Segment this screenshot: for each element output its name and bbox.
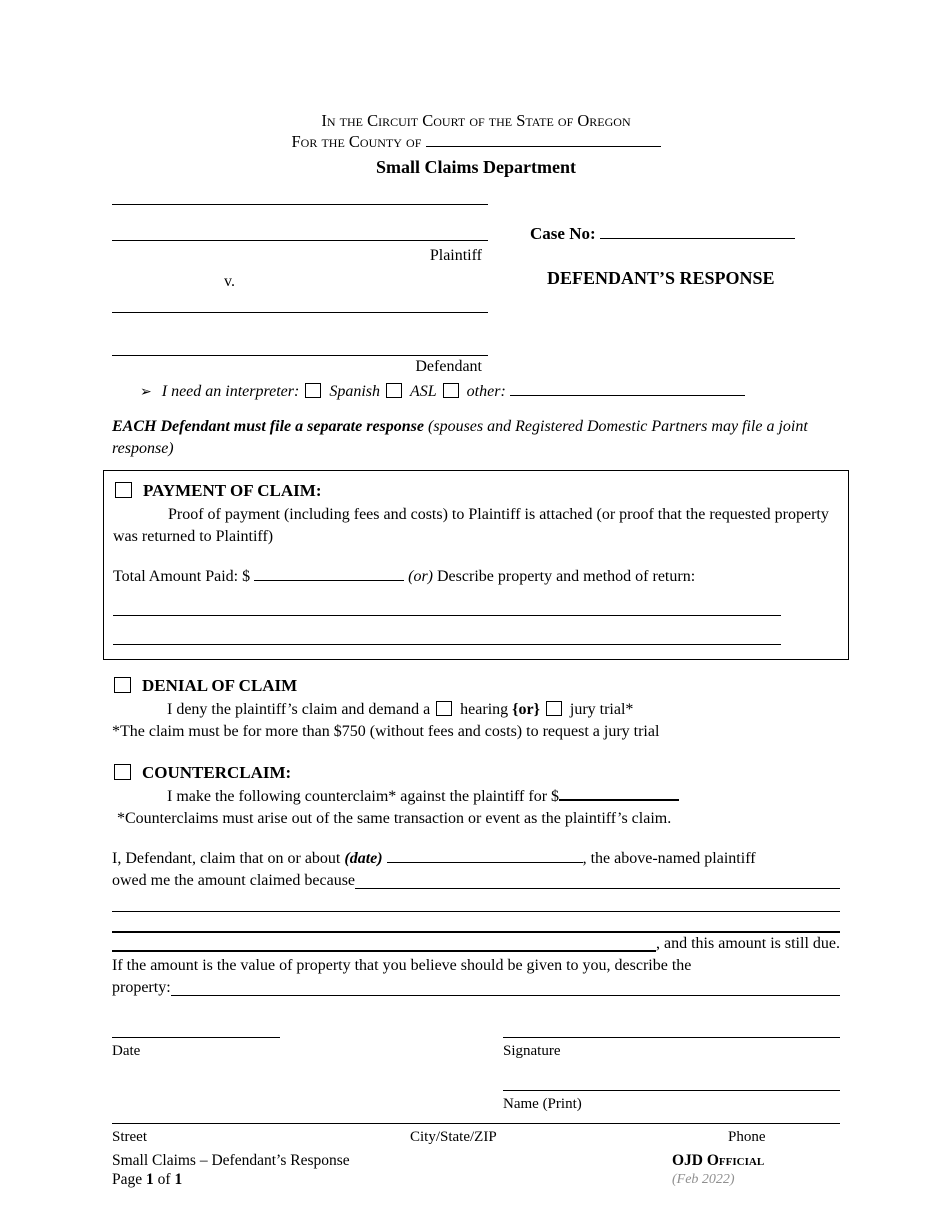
total-amount-input-line[interactable] bbox=[254, 566, 404, 581]
court-title: In the Circuit Court of the State of Oregon bbox=[321, 111, 631, 130]
payment-title-row bbox=[113, 479, 839, 504]
jury-trial-label: jury trial* bbox=[569, 701, 634, 718]
notice-bold-text: EACH Defendant must file a separate response bbox=[112, 418, 425, 435]
date-hint: (date) bbox=[344, 850, 383, 867]
name-print-input-line[interactable] bbox=[503, 1090, 840, 1091]
response-title: DEFENDANT’S RESPONSE bbox=[547, 268, 775, 288]
arrow-bullet-icon: ➢ bbox=[140, 385, 152, 400]
claim-details-section bbox=[112, 848, 840, 999]
case-number-label: Case No: bbox=[530, 224, 596, 243]
property-return-line-1[interactable] bbox=[113, 588, 781, 616]
counterclaim-checkbox[interactable] bbox=[114, 764, 131, 780]
case-number-row bbox=[530, 223, 795, 246]
contact-input-line[interactable] bbox=[112, 1123, 840, 1124]
name-print-label: Name (Print) bbox=[503, 1096, 582, 1112]
property-return-line-2[interactable] bbox=[113, 616, 781, 645]
defendant-name-line-1[interactable] bbox=[112, 303, 488, 313]
property-description-line[interactable] bbox=[171, 977, 840, 996]
denial-or-label: {or} bbox=[512, 701, 540, 718]
claim-date-input-line[interactable] bbox=[387, 848, 583, 863]
or-label: (or) bbox=[408, 568, 433, 585]
counterclaim-section bbox=[112, 761, 840, 830]
asl-checkbox[interactable] bbox=[386, 383, 402, 398]
interpreter-label: I need an interpreter: bbox=[161, 383, 300, 400]
plaintiff-name-line-2[interactable] bbox=[112, 231, 488, 241]
property-question-text: If the amount is the value of property that you believe should be given to you, describe the bbox=[112, 957, 692, 974]
total-amount-label: Total Amount Paid: $ bbox=[113, 568, 251, 585]
plaintiff-label: Plaintiff bbox=[429, 247, 482, 264]
hearing-label: hearing bbox=[460, 701, 509, 718]
other-checkbox[interactable] bbox=[443, 383, 459, 398]
asl-label: ASL bbox=[410, 383, 437, 400]
page-count bbox=[112, 1169, 182, 1191]
counterclaim-title: COUNTERCLAIM: bbox=[142, 763, 292, 782]
claim-reason-line-2[interactable] bbox=[112, 892, 840, 912]
claim-because-row bbox=[112, 870, 840, 892]
counterclaim-statement: I make the following counterclaim* against the plaintiff for $ bbox=[167, 788, 560, 805]
other-label: other: bbox=[466, 383, 506, 400]
form-name: Small Claims – Defendant’s Response bbox=[112, 1152, 350, 1169]
defendant-label: Defendant bbox=[415, 358, 482, 375]
signature-input-line[interactable] bbox=[503, 1037, 840, 1038]
counterclaim-statement-row bbox=[112, 786, 840, 808]
county-row bbox=[112, 131, 840, 152]
phone-label: Phone bbox=[728, 1129, 766, 1145]
counterclaim-amount-input-line[interactable] bbox=[559, 786, 679, 801]
signature-label: Signature bbox=[503, 1043, 561, 1059]
claim-reason-line-4[interactable] bbox=[112, 933, 656, 952]
describe-return-label: Describe property and method of return: bbox=[437, 568, 696, 585]
county-label: For the County of bbox=[291, 132, 422, 151]
department-title: Small Claims Department bbox=[376, 157, 576, 177]
because-text: owed me the amount claimed because bbox=[112, 872, 356, 889]
on-or-about-text: I, Defendant, claim that on or about bbox=[112, 850, 341, 867]
claim-reason-line-3[interactable] bbox=[112, 912, 840, 933]
payment-checkbox[interactable] bbox=[115, 482, 132, 498]
county-input-line[interactable] bbox=[426, 132, 661, 147]
property-row bbox=[112, 977, 840, 999]
jury-trial-checkbox[interactable] bbox=[546, 701, 562, 716]
denial-statement-row bbox=[112, 699, 840, 721]
spanish-checkbox[interactable] bbox=[305, 383, 321, 398]
city-state-zip-label: City/State/ZIP bbox=[410, 1129, 497, 1145]
denial-checkbox[interactable] bbox=[114, 677, 131, 693]
date-label: Date bbox=[112, 1043, 141, 1059]
page-number: 1 bbox=[146, 1171, 154, 1188]
versus-label: v. bbox=[224, 273, 235, 290]
form-footer bbox=[112, 1123, 840, 1223]
case-number-input-line[interactable] bbox=[600, 224, 795, 239]
notice-rest-text: (spouses and Registered Domestic Partners may file a joint response) bbox=[112, 418, 808, 457]
above-named-plaintiff-text: , the above-named plaintiff bbox=[582, 850, 756, 867]
denial-of-claim-section bbox=[112, 674, 840, 743]
still-due-row bbox=[112, 933, 840, 955]
property-label: property: bbox=[112, 979, 171, 996]
plaintiff-name-line-1[interactable] bbox=[112, 195, 488, 205]
counterclaim-footnote: *Counterclaims must arise out of the same transaction or event as the plaintiff’s claim. bbox=[117, 810, 672, 827]
total-amount-row bbox=[113, 566, 839, 588]
of-label: of bbox=[157, 1171, 171, 1188]
denial-title-row bbox=[112, 674, 840, 699]
interpreter-row bbox=[112, 381, 840, 404]
claim-reason-line-1[interactable] bbox=[355, 870, 840, 889]
page-label: Page bbox=[112, 1171, 143, 1188]
revision-date: (Feb 2022) bbox=[672, 1172, 735, 1187]
separate-response-notice bbox=[112, 416, 840, 460]
street-label: Street bbox=[112, 1129, 147, 1145]
ojd-official-label: OJD Official bbox=[672, 1152, 765, 1169]
form-header bbox=[112, 110, 840, 180]
payment-of-claim-section bbox=[103, 470, 849, 660]
defendant-name-line-2[interactable] bbox=[112, 346, 488, 356]
denial-title: DENIAL OF CLAIM bbox=[142, 676, 298, 695]
spanish-label: Spanish bbox=[329, 383, 380, 400]
jury-trial-footnote: *The claim must be for more than $750 (without fees and costs) to request a jury trial bbox=[112, 723, 660, 740]
date-input-line[interactable] bbox=[112, 1037, 280, 1038]
case-caption bbox=[112, 195, 840, 381]
payment-body-text: Proof of payment (including fees and costs) to Plaintiff is attached (or proof that the requested property was returned to Plaintiff) bbox=[113, 506, 829, 545]
denial-demand-text: I deny the plaintiff’s claim and demand a bbox=[167, 701, 431, 718]
claim-date-row bbox=[112, 848, 840, 870]
other-interpreter-input-line[interactable] bbox=[510, 381, 745, 396]
hearing-checkbox[interactable] bbox=[436, 701, 452, 716]
counterclaim-title-row bbox=[112, 761, 840, 786]
signature-area bbox=[112, 1015, 840, 1115]
page-total: 1 bbox=[174, 1171, 183, 1188]
payment-title: PAYMENT OF CLAIM: bbox=[143, 481, 322, 500]
still-due-text: , and this amount is still due. bbox=[656, 935, 840, 952]
